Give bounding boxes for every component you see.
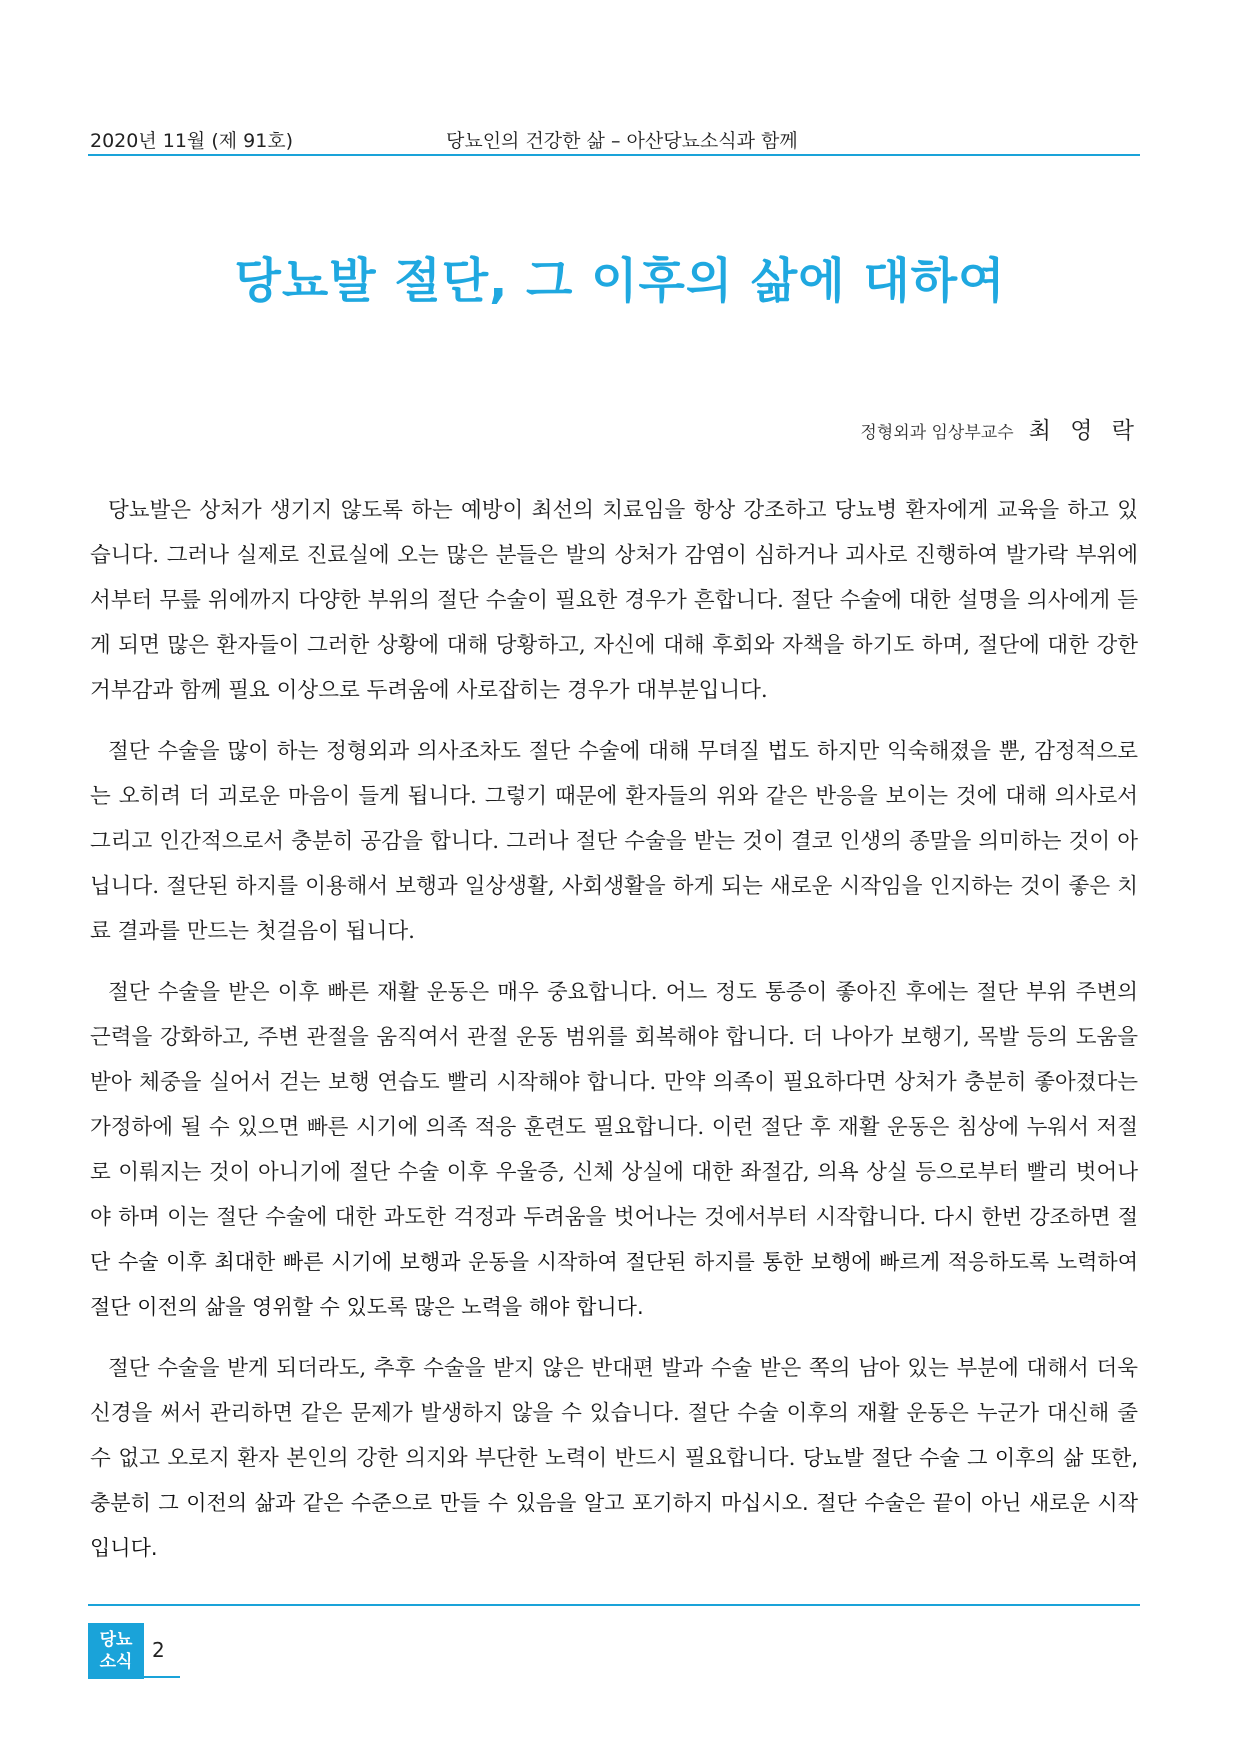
paragraph-emphasis: 당뇨발 절단 수술 그 이후의 삶 또한, 충분히 그 이전의 삶과 같은 수준으로 만들 수 있음을 알고 포기하지 마십시오. 절단 수술은 끝이 아닌 새로운 시작입니다. — [90, 1446, 1138, 1560]
badge-line-1: 당뇨 — [99, 1630, 133, 1650]
paragraph-3 — [90, 970, 1138, 1330]
page-number: 2 — [152, 1638, 165, 1662]
article-title: 당뇨발 절단, 그 이후의 삶에 대하여 — [234, 253, 1006, 309]
article-body — [90, 488, 1138, 1587]
paragraph-text: 절단 수술을 받게 되더라도, 추후 수술을 받지 않은 반대편 발과 수술 받은 쪽의 남아 있는 부분에 대해서 더욱 신경을 써서 관리하면 같은 문제가 발생하지 않을 수 있습니다. 절단 수술 이후의 재활 운동은 누군가 대신해 줄 수 없고 오로지 환자 본인의 강한 의지와 부단한 노력이 반드시 필요합니다. — [90, 1356, 1138, 1471]
paragraph-4 — [90, 1346, 1138, 1571]
paragraph-text: 당뇨발은 상처가 생기지 않도록 하는 예방이 최선의 치료임을 항상 강조하고 당뇨병 환자에게 교육을 하고 있습니다. 그러나 실제로 진료실에 오는 많은 분들은 발의 상처가 감염이 심하거나 괴사로 진행하여 발가락 부위에서부터 무릎 위에까지 다양한 부위의 절단 수술이 필요한 경우가 흔합니다. 절단 수술에 대한 설명을 의사에게 듣게 되면 많은 환자들이 그러한 상황에 대해 당황하고, 자신에 대해 후회와 자책을 하기도 하며, 절단에 대한 강한 거부감과 함께 필요 이상으로 두려움에 사로잡히는 경우가 대부분입니다. — [90, 498, 1138, 703]
newsletter-badge — [88, 1623, 144, 1679]
issue-label: 2020년 11월 (제 91호) — [90, 130, 294, 152]
author-department: 정형외과 임상부교수 — [860, 423, 1014, 443]
running-header — [88, 124, 1140, 156]
series-title: 당뇨인의 건강한 삶 – 아산당뇨소식과 함께 — [446, 130, 798, 152]
paragraph-text: 절단 수술을 받은 이후 빠른 재활 운동은 매우 중요합니다. 어느 정도 통증이 좋아진 후에는 절단 부위 주변의 근력을 강화하고, 주변 관절을 움직여서 관절 운동 범위를 회복해야 합니다. 더 나아가 보행기, 목발 등의 도움을 받아 체중을 실어서 걷는 보행 연습도 빨리 시작해야 합니다. 만약 의족이 필요하다면 상처가 충분히 좋아졌다는 가정하에 될 수 있으면 빠른 시기에 의족 적응 훈련도 필요합니다. 이런 절단 후 재활 운동은 침상에 누워서 저절로 이뤄지는 것이 아니기에 절단 수술 이후 우울증, 신체 상실에 대한 좌절감, 의욕 상실 등으로부터 빨리 벗어나야 하며 이는 절단 수술에 대한 과도한 걱정과 두려움을 벗어나는 것에서부터 시작합니다. — [90, 980, 1138, 1230]
paragraph-2 — [90, 729, 1138, 954]
author-name: 최 영 락 — [1028, 418, 1140, 444]
paragraph-text: 절단 수술을 많이 하는 정형외과 의사조차도 절단 수술에 대해 무뎌질 법도 하지만 익숙해졌을 뿐, 감정적으로는 오히려 더 괴로운 마음이 들게 됩니다. 그렇기 때문에 환자들의 위와 같은 반응을 보이는 것에 대해 의사로서 그리고 인간적으로서 충분히 공감을 합니다. 그러나 절단 수술을 받는 것이 결코 인생의 종말을 의미하는 것이 아닙니다. 절단된 하지를 이용해서 보행과 일상생활, 사회생활을 하게 되는 새로운 시작임을 인지하는 것이 좋은 치료 결과를 만드는 첫걸음이 됩니다. — [90, 739, 1138, 944]
byline — [860, 412, 1140, 445]
paragraph-1 — [90, 488, 1138, 713]
page-number-underline — [144, 1676, 180, 1678]
footer-divider — [88, 1604, 1140, 1606]
badge-line-2: 소식 — [99, 1652, 133, 1672]
paragraph-emphasis: 다시 한번 강조하면 절단 수술 이후 최대한 빠른 시기에 보행과 운동을 시작하여 절단된 하지를 통한 보행에 빠르게 적응하도록 노력하여 절단 이전의 삶을 영위할 수 있도록 많은 노력을 해야 합니다. — [90, 1205, 1138, 1319]
